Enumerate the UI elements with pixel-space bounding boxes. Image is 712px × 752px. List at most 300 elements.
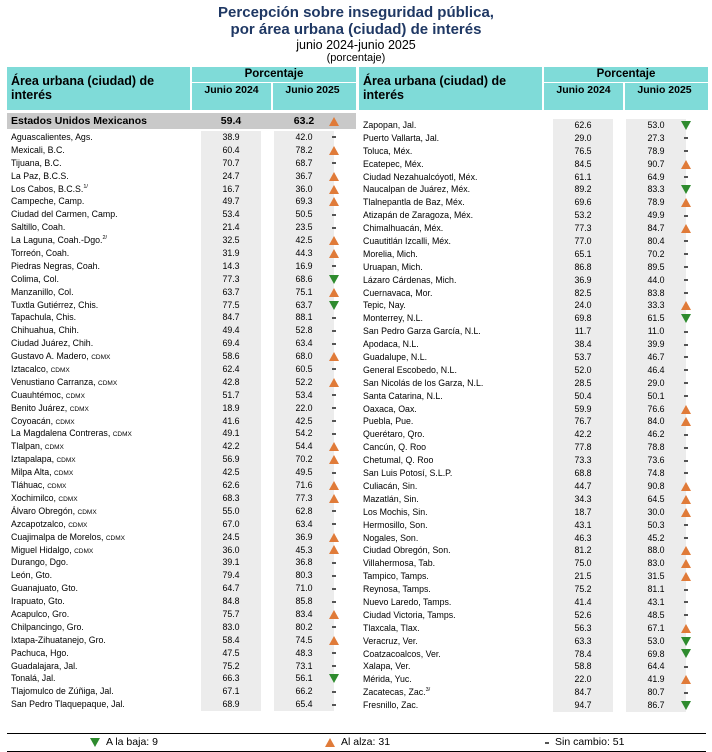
value-2025: 71.6 [274, 479, 334, 492]
no-change-icon [680, 145, 692, 158]
value-2024: 11.7 [553, 325, 613, 338]
table-row [7, 170, 356, 183]
value-2025: 84.7 [626, 222, 686, 235]
legend [7, 733, 706, 752]
table-row [359, 635, 708, 648]
table-row [359, 480, 708, 493]
city-name [363, 403, 417, 416]
value-2024: 76.5 [553, 145, 613, 158]
trend-up-icon [328, 144, 340, 157]
city-label: La Paz, B.C.S. [11, 170, 69, 181]
trend-up-icon [680, 299, 692, 312]
city-label: Ixtapa-Zihuatanejo, Gro. [11, 634, 106, 645]
table-row [359, 660, 708, 673]
table-row [359, 454, 708, 467]
no-change-icon [328, 157, 340, 170]
table-row [359, 532, 708, 545]
value-2025: 90.7 [626, 158, 686, 171]
trend-down-icon [328, 299, 340, 312]
city-suffix: CDMX [58, 495, 78, 503]
no-change-icon [328, 324, 340, 337]
city-label: Tuxtla Gutiérrez, Chis. [11, 299, 99, 310]
value-2025: 80.4 [626, 235, 686, 248]
city-name [363, 570, 429, 583]
value-2025: 80.7 [626, 686, 686, 699]
table-row [7, 144, 356, 157]
no-change-icon [328, 389, 340, 402]
city-name [11, 647, 69, 660]
no-change-icon [680, 274, 692, 287]
value-2024: 84.7 [201, 311, 261, 324]
city-name [363, 183, 470, 196]
value-2025: 53.0 [626, 119, 686, 132]
no-change-icon [680, 261, 692, 274]
value-2024: 36.0 [201, 544, 261, 557]
city-name [363, 158, 424, 171]
trend-up-icon [328, 544, 340, 557]
value-2025: 78.9 [626, 145, 686, 158]
value-2024: 24.5 [201, 531, 261, 544]
value-2024: 42.5 [201, 466, 261, 479]
city-label: Naucalpan de Juárez, Méx. [363, 184, 471, 195]
value-2025: 70.2 [274, 453, 334, 466]
value-2025: 73.6 [626, 454, 686, 467]
city-name [11, 286, 74, 299]
no-change-icon [328, 260, 340, 273]
city-name [363, 235, 451, 248]
city-label: Miguel Hidalgo, [11, 544, 75, 555]
table-row [359, 171, 708, 184]
city-label: Tlaxcala, Tlax. [363, 622, 420, 633]
city-label: Coyoacán, [11, 415, 56, 426]
city-name [363, 519, 428, 532]
value-2024: 49.1 [201, 427, 261, 440]
city-name [363, 299, 406, 312]
header-percentage: Porcentaje [192, 67, 356, 83]
value-2024: 84.7 [553, 686, 613, 699]
value-2024: 68.3 [201, 492, 261, 505]
trend-down-icon [328, 273, 340, 286]
city-label: Apodaca, N.L. [363, 339, 419, 350]
header-year-2025: Junio 2025 [285, 84, 340, 96]
city-label: San Nicolás de los Garza, N.L. [363, 377, 484, 388]
header-year-2024: Junio 2024 [556, 84, 611, 96]
city-name [11, 582, 78, 595]
value-2024: 53.7 [553, 351, 613, 364]
city-name [363, 557, 435, 570]
value-2024: 68.9 [201, 698, 261, 711]
city-name [11, 672, 56, 685]
trend-up-icon [328, 531, 340, 544]
city-suffix: CDMX [105, 534, 125, 542]
national-name: Estados Unidos Mexicanos [11, 115, 147, 127]
value-2025: 48.5 [626, 609, 686, 622]
table-row [359, 519, 708, 532]
trend-up-icon [328, 195, 340, 208]
value-2024: 31.9 [201, 247, 261, 260]
city-label: Benito Juárez, [11, 402, 70, 413]
value-2025: 53.4 [274, 389, 334, 402]
value-2025: 36.8 [274, 556, 334, 569]
no-change-icon [328, 427, 340, 440]
value-2024: 59.9 [553, 403, 613, 416]
national-2025: 63.2 [293, 115, 315, 127]
table-row [359, 235, 708, 248]
city-label: Tonalá, Jal. [11, 673, 56, 684]
header-percentage: Porcentaje [544, 67, 708, 83]
value-2024: 58.6 [201, 350, 261, 363]
city-label: Cuautitlán Izcalli, Méx. [363, 236, 452, 247]
table-row [7, 466, 356, 479]
no-change-icon [680, 660, 692, 673]
legend-same-label: Sin cambio: 51 [555, 736, 625, 748]
city-name [11, 337, 93, 350]
city-label: Tlajomulco de Zúñiga, Jal. [11, 686, 114, 697]
trend-down-icon [90, 738, 100, 747]
table-row [7, 350, 356, 363]
city-name [363, 171, 477, 184]
table-row [7, 376, 356, 389]
city-label: Xalapa, Ver. [363, 661, 411, 672]
city-label: Fresnillo, Zac. [363, 700, 419, 711]
value-2025: 44.3 [274, 247, 334, 260]
trend-up-icon [680, 222, 692, 235]
table-row [7, 569, 356, 582]
table-row [7, 299, 356, 312]
trend-up-icon [680, 570, 692, 583]
table-row [7, 324, 356, 337]
city-label: Mérida, Yuc. [363, 674, 412, 685]
value-2024: 52.0 [553, 364, 613, 377]
value-2025: 41.9 [626, 673, 686, 686]
left-table [7, 67, 356, 711]
value-2025: 27.3 [626, 132, 686, 145]
trend-up-icon [328, 608, 340, 621]
value-2025: 76.6 [626, 403, 686, 416]
value-2025: 30.0 [626, 506, 686, 519]
value-2024: 68.8 [553, 467, 613, 480]
city-label: Álvaro Obregón, [11, 505, 78, 516]
city-name [363, 325, 481, 338]
table-row [359, 609, 708, 622]
value-2025: 80.2 [274, 621, 334, 634]
value-2024: 79.4 [201, 569, 261, 582]
trend-down-icon [328, 672, 340, 685]
no-change-icon [328, 647, 340, 660]
city-label: Gustavo A. Madero, [11, 351, 92, 362]
table-header [7, 67, 356, 110]
no-change-icon [328, 402, 340, 415]
table-row [7, 453, 356, 466]
trend-up-icon [328, 234, 340, 247]
value-2024: 29.0 [553, 132, 613, 145]
city-label: Los Cabos, B.C.S. [11, 183, 84, 194]
table-row [7, 402, 356, 415]
city-label: Campeche, Camp. [11, 196, 85, 207]
value-2024: 69.6 [553, 196, 613, 209]
value-2024: 64.7 [201, 582, 261, 595]
no-change-icon [680, 377, 692, 390]
city-name [363, 467, 452, 480]
table-row [359, 119, 708, 132]
table-row [7, 221, 356, 234]
city-label: Mazatlán, Sin. [363, 493, 419, 504]
value-2025: 54.2 [274, 427, 334, 440]
value-2025: 49.5 [274, 466, 334, 479]
table-row [7, 234, 356, 247]
city-suffix: CDMX [56, 457, 76, 465]
value-2024: 50.4 [553, 390, 613, 403]
table-row [7, 479, 356, 492]
value-2025: 52.8 [274, 324, 334, 337]
report-title [0, 4, 712, 65]
value-2024: 81.2 [553, 544, 613, 557]
table-row [359, 351, 708, 364]
value-2025: 50.3 [626, 519, 686, 532]
trend-up-icon [328, 170, 340, 183]
value-2024: 58.8 [553, 660, 613, 673]
value-2025: 44.0 [626, 274, 686, 287]
table-row [7, 595, 356, 608]
table-row [359, 557, 708, 570]
table-row [359, 583, 708, 596]
city-label: Milpa Alta, [11, 467, 55, 478]
value-2025: 83.8 [626, 287, 686, 300]
city-label: Nogales, Son. [363, 532, 419, 543]
trend-down-icon [680, 648, 692, 661]
city-label: Zapopan, Jal. [363, 120, 417, 130]
value-2025: 69.8 [626, 648, 686, 661]
trend-up-icon [680, 673, 692, 686]
city-name [11, 556, 68, 569]
value-2025: 45.3 [274, 544, 334, 557]
table-row [359, 364, 708, 377]
value-2025: 68.7 [274, 157, 334, 170]
value-2024: 86.8 [553, 261, 613, 274]
city-label: Iztacalco, [11, 364, 51, 375]
value-2025: 90.8 [626, 480, 686, 493]
city-name [11, 685, 114, 698]
no-change-icon [328, 415, 340, 428]
city-name [11, 157, 62, 170]
value-2025: 56.1 [274, 672, 334, 685]
value-2025: 42.5 [274, 234, 334, 247]
table-row [359, 312, 708, 325]
header-year-2025: Junio 2025 [637, 84, 692, 96]
value-2024: 53.2 [553, 209, 613, 222]
table-row [7, 440, 356, 453]
title-unit: (porcentaje) [326, 52, 386, 64]
value-2024: 28.5 [553, 377, 613, 390]
value-2024: 61.1 [553, 171, 613, 184]
value-2024: 44.7 [553, 480, 613, 493]
city-name [363, 622, 420, 635]
city-name [363, 196, 465, 209]
table-row [7, 556, 356, 569]
value-2025: 78.8 [626, 441, 686, 454]
value-2025: 66.2 [274, 685, 334, 698]
city-name [11, 170, 69, 183]
header-area: Área urbana (ciudad) de interés [363, 74, 507, 102]
no-change-icon [680, 428, 692, 441]
city-name [11, 569, 52, 582]
city-name [363, 351, 427, 364]
table-row [359, 390, 708, 403]
city-name [11, 221, 65, 234]
city-name [11, 183, 88, 196]
city-name [11, 311, 76, 324]
value-2024: 42.2 [553, 428, 613, 441]
city-name [363, 454, 433, 467]
city-name [11, 260, 100, 273]
title-period: junio 2024-junio 2025 [296, 38, 416, 52]
city-label: Azcapotzalco, [11, 518, 69, 529]
city-label: Guadalupe, N.L. [363, 352, 428, 363]
no-change-icon [328, 685, 340, 698]
value-2024: 38.9 [201, 131, 261, 144]
value-2025: 62.8 [274, 505, 334, 518]
table-row [7, 634, 356, 647]
city-suffix: CDMX [74, 547, 94, 555]
city-label: Tláhuac, [11, 480, 48, 491]
city-name [363, 635, 418, 648]
value-2025: 42.0 [274, 131, 334, 144]
trend-down-icon [680, 635, 692, 648]
value-2024: 18.9 [201, 402, 261, 415]
header-area: Área urbana (ciudad) de interés [11, 74, 155, 102]
city-name [363, 209, 473, 222]
value-2025: 36.9 [274, 531, 334, 544]
city-label: Puebla, Pue. [363, 416, 414, 427]
city-label: Acapulco, Gro. [11, 608, 70, 619]
value-2024: 67.1 [201, 685, 261, 698]
table-row [7, 518, 356, 531]
city-label: Chilpancingo, Gro. [11, 621, 84, 632]
table-row [359, 673, 708, 686]
city-label: Chetumal, Q. Roo [363, 455, 434, 466]
city-label: Veracruz, Ver. [363, 635, 418, 646]
value-2025: 48.3 [274, 647, 334, 660]
value-2024: 56.3 [553, 622, 613, 635]
table-row [7, 492, 356, 505]
city-label: Xochimilco, [11, 492, 59, 503]
table-row [359, 493, 708, 506]
trend-up-icon [328, 479, 340, 492]
value-2024: 84.8 [201, 595, 261, 608]
trend-up-icon [328, 376, 340, 389]
value-2025: 68.0 [274, 350, 334, 363]
city-label: Guanajuato, Gto. [11, 583, 78, 594]
trend-up-icon [325, 738, 335, 747]
city-name [11, 634, 106, 647]
value-2024: 67.0 [201, 518, 261, 531]
trend-up-icon [328, 286, 340, 299]
city-label: San Luis Potosí, S.L.P. [363, 468, 453, 479]
city-name [363, 364, 457, 377]
table-row [7, 131, 356, 144]
value-2025: 73.1 [274, 660, 334, 673]
city-suffix: CDMX [65, 392, 85, 400]
value-2025: 46.2 [626, 428, 686, 441]
value-2024: 32.5 [201, 234, 261, 247]
value-2024: 65.1 [553, 248, 613, 261]
value-2025: 75.1 [274, 286, 334, 299]
value-2024: 56.9 [201, 453, 261, 466]
city-name [363, 544, 451, 557]
city-label: Hermosillo, Son. [363, 519, 428, 530]
value-2025: 50.1 [626, 390, 686, 403]
table-row [7, 286, 356, 299]
city-suffix: CDMX [47, 483, 67, 491]
value-2024: 43.1 [553, 519, 613, 532]
no-change-icon [328, 311, 340, 324]
value-2024: 69.4 [201, 337, 261, 350]
table-row [359, 403, 708, 416]
table-row [359, 325, 708, 338]
city-name [11, 299, 98, 312]
city-label: Ciudad Obregón, Son. [363, 545, 451, 556]
city-name [363, 274, 456, 287]
no-change-icon [680, 171, 692, 184]
city-name [363, 441, 426, 454]
table-row [7, 582, 356, 595]
value-2024: 75.0 [553, 557, 613, 570]
value-2025: 22.0 [274, 402, 334, 415]
no-change-icon [328, 505, 340, 518]
city-name [363, 583, 431, 596]
city-name [363, 609, 456, 622]
value-2024: 73.3 [553, 454, 613, 467]
table-row [359, 209, 708, 222]
city-label: Ciudad Juárez, Chih. [11, 338, 94, 349]
city-name [363, 493, 419, 506]
value-2024: 49.4 [201, 324, 261, 337]
no-change-icon [680, 338, 692, 351]
city-label: Tijuana, B.C. [11, 157, 62, 168]
table-row [359, 506, 708, 519]
table-row [7, 427, 356, 440]
city-name [363, 248, 418, 261]
table-row [7, 544, 356, 557]
city-label: San Pedro Garza García, N.L. [363, 326, 481, 337]
value-2024: 39.1 [201, 556, 261, 569]
value-2024: 24.0 [553, 299, 613, 312]
table-row [359, 467, 708, 480]
city-name [363, 480, 417, 493]
value-2024: 46.3 [553, 532, 613, 545]
city-name [363, 532, 418, 545]
no-change-icon [328, 518, 340, 531]
city-suffix: CDMX [112, 431, 132, 439]
no-change-icon [680, 454, 692, 467]
footnote-mark: 3/ [425, 687, 431, 694]
value-2025: 42.5 [274, 415, 334, 428]
no-change-icon [680, 132, 692, 145]
value-2024: 16.7 [201, 183, 261, 196]
city-label: Tepic, Nay. [363, 300, 406, 311]
trend-down-icon [680, 119, 692, 132]
city-name [11, 195, 84, 208]
city-name [363, 145, 412, 158]
trend-up-icon [680, 415, 692, 428]
city-label: Tapachula, Chis. [11, 312, 77, 323]
city-name [363, 660, 410, 673]
no-change-icon [545, 742, 549, 744]
value-2024: 34.3 [553, 493, 613, 506]
city-label: Tlalpan, [11, 441, 45, 452]
value-2025: 74.5 [274, 634, 334, 647]
no-change-icon [680, 467, 692, 480]
